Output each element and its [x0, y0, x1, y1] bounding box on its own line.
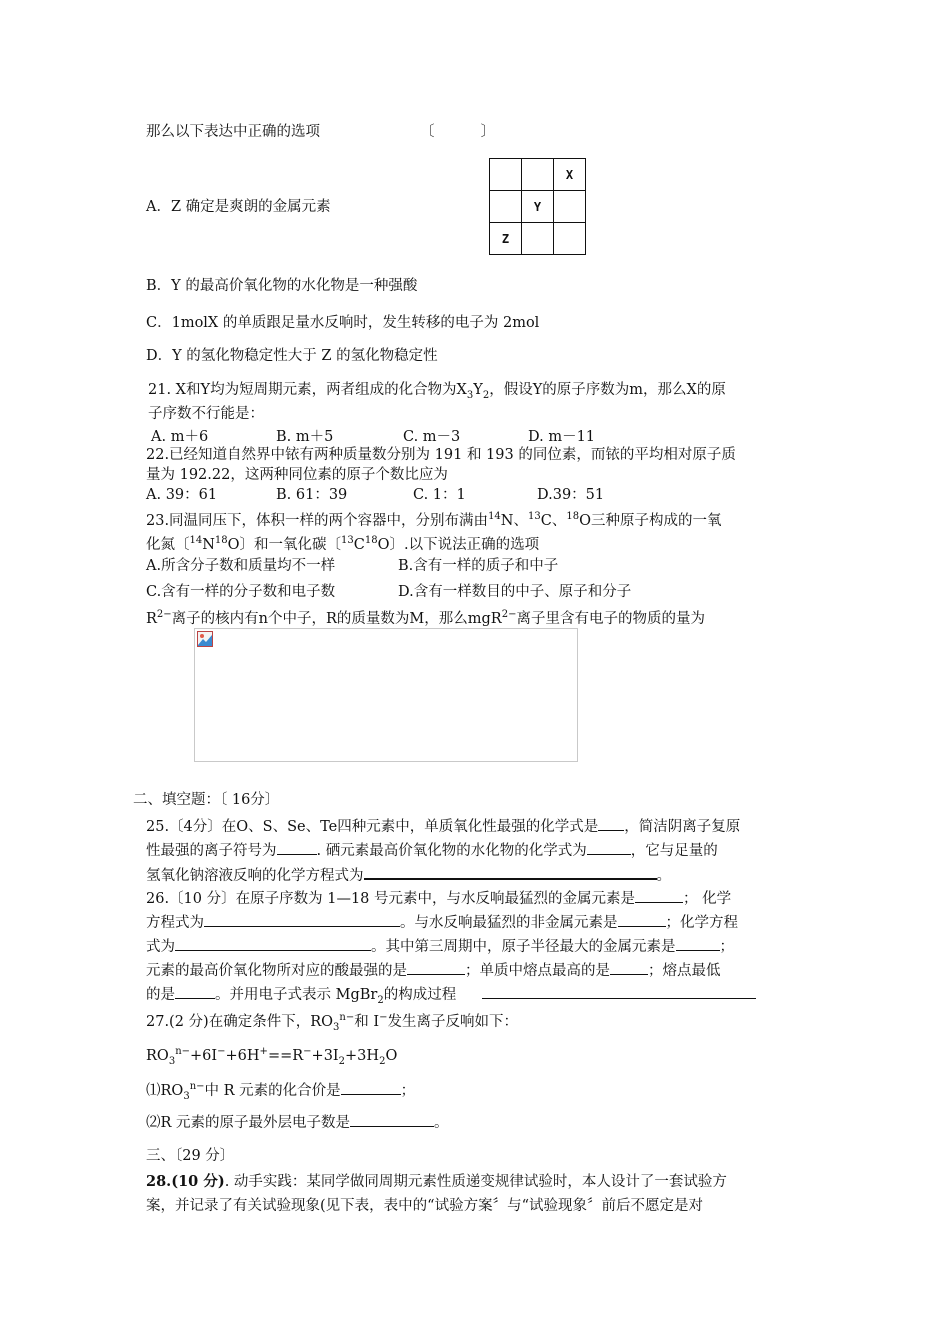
q27-text: 。: [434, 1115, 449, 1131]
q25-line2: [146, 840, 718, 861]
q22-option-b: B. 61：39: [276, 487, 348, 503]
answer-blank[interactable]: [618, 912, 666, 927]
q23-line2: [146, 535, 539, 555]
q22-line1: 22.已经知道自然界中铱有两种质量数分别为 191 和 193 的同位素，而铱的平均相对原子质: [146, 447, 736, 463]
q28-line1: [146, 1172, 727, 1192]
q20-option-d: D．Y 的氢化物稳定性大于 Z 的氢化物稳定性: [146, 348, 438, 364]
q26-line3: [146, 936, 734, 957]
broken-image-icon: [197, 631, 213, 647]
q23-text: O〕.以下说法正确的选项: [377, 537, 540, 553]
section-2-heading: 二、填空题：〔 16分〕: [133, 792, 280, 808]
q25-text: 氢氧化钠溶液反响的化学方程式为: [146, 868, 364, 884]
q23-text: N、: [500, 513, 528, 529]
equation-part: +6H: [225, 1048, 260, 1064]
q21-option-c: C. m－3: [403, 429, 461, 445]
q26-text: 的构成过程: [383, 987, 457, 1003]
q20-option-b: B．Y 的最高价氧化物的水化物是一种强酸: [146, 278, 418, 294]
equation-part: ==R: [267, 1048, 304, 1064]
q27-text: ；: [400, 1083, 416, 1099]
superscript: n−: [339, 1012, 355, 1024]
superscript: 18: [214, 535, 228, 547]
q26-line4: [146, 960, 721, 981]
answer-blank[interactable]: [341, 1080, 401, 1095]
q26-line2: [146, 912, 738, 933]
equation-part: +6I: [190, 1048, 218, 1064]
q23-text: C、: [540, 513, 567, 529]
q20-option-c: C．1molX 的单质跟足量水反响时，发生转移的电子为 2mol: [146, 315, 540, 331]
subscript: 2: [377, 994, 384, 1006]
answer-blank[interactable]: [482, 984, 756, 999]
answer-blank[interactable]: [587, 840, 631, 855]
answer-blank[interactable]: [598, 816, 624, 831]
q24-text: R: [146, 611, 157, 627]
equation-part: RO: [146, 1048, 169, 1064]
q23-text: O〕和一氧化碳〔: [227, 537, 342, 553]
superscript: 18: [364, 535, 378, 547]
q26-text: ；化学方程: [665, 915, 738, 931]
q23-option-a: A.所含分子数和质量均不一样: [146, 558, 336, 574]
subscript: 3: [168, 1055, 176, 1067]
q21-option-b: B. m＋5: [276, 429, 334, 445]
q25-line1: [146, 816, 740, 837]
q25-text: . 硒元素最高价氧化物的水化物的化学式为: [316, 843, 587, 859]
grid-cell-z: Z: [490, 223, 522, 255]
q24-text: 离子里含有电子的物质的量为: [516, 611, 705, 627]
superscript: 13: [341, 535, 354, 547]
equation-part: +3I: [311, 1048, 339, 1064]
grid-cell-y: Y: [522, 191, 554, 223]
q26-text: 方程式为: [146, 915, 204, 931]
q23-text: N: [202, 537, 215, 553]
q25-text: ，简洁阴离子复原: [624, 819, 741, 835]
missing-image-frame: [194, 628, 578, 762]
q23-line1: [146, 511, 721, 531]
q25-text: ，它与足量的: [630, 843, 718, 859]
q27-text: 中 R 元素的化合价是: [204, 1083, 341, 1099]
answer-blank[interactable]: [407, 960, 465, 975]
q21-line1: [148, 380, 726, 400]
q25-text: 25.〔4分〕在O、S、Se、Te四种元素中，单质氧化性最强的化学式是: [146, 819, 599, 835]
q20-stem-text: 那么以下表达中正确的选项: [146, 124, 320, 140]
grid-cell-x: X: [554, 159, 586, 191]
superscript: 14: [189, 535, 203, 547]
q26-text: ； 化学: [683, 891, 732, 907]
q26-text: 。并用电子式表示 MgBr: [215, 987, 378, 1003]
q22-line2: 量为 192.22，这两种同位素的原子个数比应为: [146, 467, 448, 483]
q20-stem: [146, 122, 495, 142]
superscript: −: [379, 1012, 388, 1024]
q26-text: 。与水反响最猛烈的非金属元素是: [400, 915, 618, 931]
q27-text: ⑴RO: [146, 1083, 184, 1099]
subscript: 3: [466, 389, 474, 401]
q24-text: 离子的核内有n个中子，R的质量数为M，那么mgR: [171, 611, 502, 627]
answer-blank[interactable]: [610, 960, 648, 975]
q22-option-c: C. 1：1: [413, 487, 466, 503]
q27-line1: [146, 1012, 518, 1032]
q21-text: 21. X和Y均为短周期元素，两者组成的化合物为X: [148, 382, 467, 398]
q23-option-d: D.含有一样数目的中子、原子和分子: [398, 584, 632, 600]
q27-text: 和 I: [354, 1014, 380, 1030]
grid-cell: [554, 191, 586, 223]
q23-text: 23.同温同压下，体积一样的两个容器中，分别布满由: [146, 513, 489, 529]
superscript: 2−: [501, 609, 517, 621]
equation-part: +3H: [345, 1048, 380, 1064]
q21-option-d: D. m－11: [528, 429, 596, 445]
periodic-table-grid: [489, 158, 586, 255]
superscript: 18: [566, 511, 580, 523]
q26-text: ；: [719, 939, 734, 955]
grid-cell: [490, 159, 522, 191]
q26-text: ；单质中熔点最高的是: [465, 963, 610, 979]
subscript: 3: [333, 1021, 340, 1033]
q21-text: Y: [473, 382, 483, 398]
answer-blank[interactable]: [175, 984, 215, 999]
q25-line3: [146, 864, 671, 886]
q27-sub2: [146, 1112, 449, 1133]
superscript: n−: [189, 1081, 205, 1093]
q27-text: 发生离子反响如下：: [387, 1014, 518, 1030]
q26-text: 式为: [146, 939, 175, 955]
q23-text: 化氮〔: [146, 537, 190, 553]
q20-option-a: A．Z 确定是爽朗的金属元素: [146, 199, 331, 215]
q23-text: C: [353, 537, 365, 553]
superscript: 14: [488, 511, 501, 523]
q26-text: 元素的最高价氧化物所对应的酸最强的是: [146, 963, 407, 979]
answer-blank[interactable]: [204, 912, 400, 927]
q21-text: ，假设Y的原子序数为m，那么X的原: [489, 382, 726, 398]
q28-number: 28.(10 分): [146, 1173, 225, 1190]
q27-text: ⑵R 元素的原子最外层电子数是: [146, 1115, 351, 1131]
grid-cell: [490, 191, 522, 223]
subscript: 2: [482, 389, 490, 401]
grid-cell: [522, 223, 554, 255]
superscript: 2−: [156, 609, 172, 621]
superscript: −: [303, 1046, 312, 1058]
answer-blank[interactable]: [350, 1112, 434, 1127]
answer-blank[interactable]: [364, 864, 657, 880]
subscript: 2: [338, 1055, 346, 1067]
superscript: −: [217, 1046, 226, 1058]
q26-line5: [146, 984, 756, 1005]
grid-cell: [522, 159, 554, 191]
q26-text: ；熔点最低: [648, 963, 721, 979]
grid-cell: [554, 223, 586, 255]
q27-text: 27.(2 分)在确定条件下，RO: [146, 1014, 334, 1030]
q21-option-a: A. m＋6: [151, 429, 209, 445]
answer-blank[interactable]: [635, 888, 683, 903]
q24-line: [146, 609, 705, 629]
q27-equation: [146, 1046, 397, 1066]
q25-text: 。: [656, 868, 671, 884]
section-3-heading: 三、〔29 分〕: [146, 1148, 235, 1164]
q26-text: 。其中第三周期中，原子半径最大的金属元素是: [371, 939, 676, 955]
q22-option-d: D.39：51: [537, 487, 605, 503]
q22-option-a: A. 39：61: [146, 487, 218, 503]
answer-blank[interactable]: [175, 936, 371, 951]
q26-text: 26.〔10 分〕在原子序数为 1—18 号元素中，与水反响最猛烈的金属元素是: [146, 891, 636, 907]
answer-bracket: 〔 〕: [420, 124, 496, 140]
superscript: n−: [175, 1046, 191, 1058]
q23-text: O三种原子构成的一氧: [579, 513, 722, 529]
answer-blank[interactable]: [277, 840, 317, 855]
q21-line2: 子序数不行能是：: [148, 406, 264, 422]
subscript: 3: [183, 1090, 190, 1102]
superscript: 13: [527, 511, 541, 523]
q28-text: . 动手实践：某同学做同周期元素性质递变规律试验时，本人设计了一套试验方: [224, 1174, 727, 1190]
q26-line1: [146, 888, 731, 909]
q23-option-c: C.含有一样的分子数和电子数: [146, 584, 336, 600]
subscript: 2: [379, 1055, 386, 1067]
q23-option-b: B.含有一样的质子和中子: [398, 558, 559, 574]
superscript: +: [259, 1046, 268, 1058]
equation-part: O: [385, 1048, 398, 1064]
q26-text: 的是: [146, 987, 175, 1003]
q28-line2: 案，并记录了有关试验现象(见下表，表中的“试验方案〞与“试验现象〞前后不愿定是对: [146, 1198, 703, 1214]
answer-blank[interactable]: [676, 936, 720, 951]
q25-text: 性最强的离子符号为: [146, 843, 277, 859]
q27-sub1: [146, 1080, 415, 1101]
